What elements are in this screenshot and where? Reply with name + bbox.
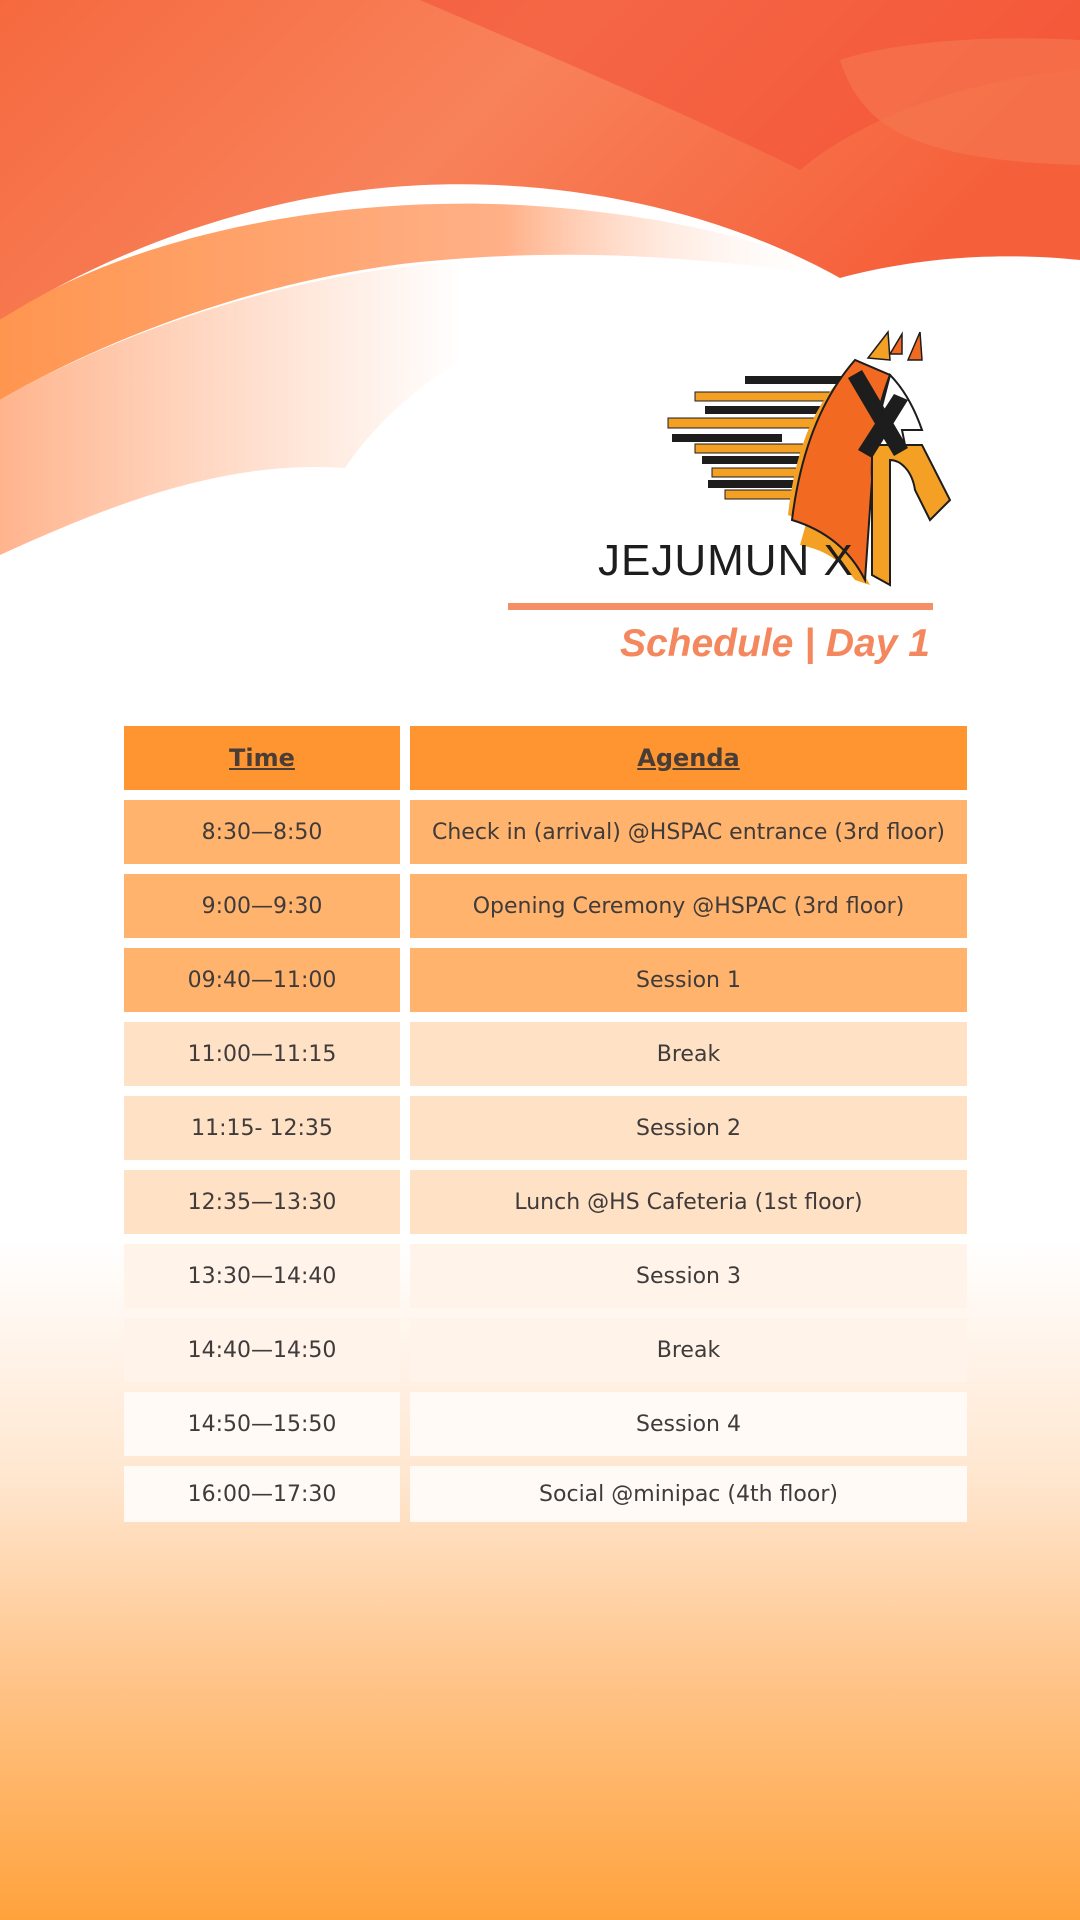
agenda-cell: Session 1 [410,948,967,1012]
agenda-cell: Lunch @HS Cafeteria (1st floor) [410,1170,967,1234]
table-row [124,1392,967,1456]
table-row [124,1096,967,1160]
table-header-row [124,726,967,790]
time-cell: 11:00—11:15 [124,1022,400,1086]
time-cell: 14:50—15:50 [124,1392,400,1456]
agenda-cell: Session 3 [410,1244,967,1308]
table-row [124,800,967,864]
table-row [124,1022,967,1086]
brand-name: JEJUMUN X [598,536,854,585]
agenda-cell: Break [410,1022,967,1086]
agenda-cell: Opening Ceremony @HSPAC (3rd floor) [410,874,967,938]
time-column-header: Time [124,726,400,790]
agenda-cell: Session 4 [410,1392,967,1456]
time-cell: 16:00—17:30 [124,1466,400,1522]
table-row [124,1318,967,1382]
agenda-cell: Session 2 [410,1096,967,1160]
agenda-cell: Break [410,1318,967,1382]
agenda-cell: Check in (arrival) @HSPAC entrance (3rd floor) [410,800,967,864]
page-subtitle: Schedule | Day 1 [619,622,930,665]
time-cell: 9:00—9:30 [124,874,400,938]
time-cell: 12:35—13:30 [124,1170,400,1234]
schedule-table [124,726,967,1532]
time-cell: 8:30—8:50 [124,800,400,864]
title-divider [508,603,933,610]
agenda-cell: Social @minipac (4th floor) [410,1466,967,1522]
time-cell: 09:40—11:00 [124,948,400,1012]
time-cell: 11:15- 12:35 [124,1096,400,1160]
agenda-column-header: Agenda [410,726,967,790]
time-cell: 13:30—14:40 [124,1244,400,1308]
table-row [124,948,967,1012]
time-cell: 14:40—14:50 [124,1318,400,1382]
table-row [124,1466,967,1522]
table-row [124,1244,967,1308]
table-row [124,1170,967,1234]
table-row [124,874,967,938]
